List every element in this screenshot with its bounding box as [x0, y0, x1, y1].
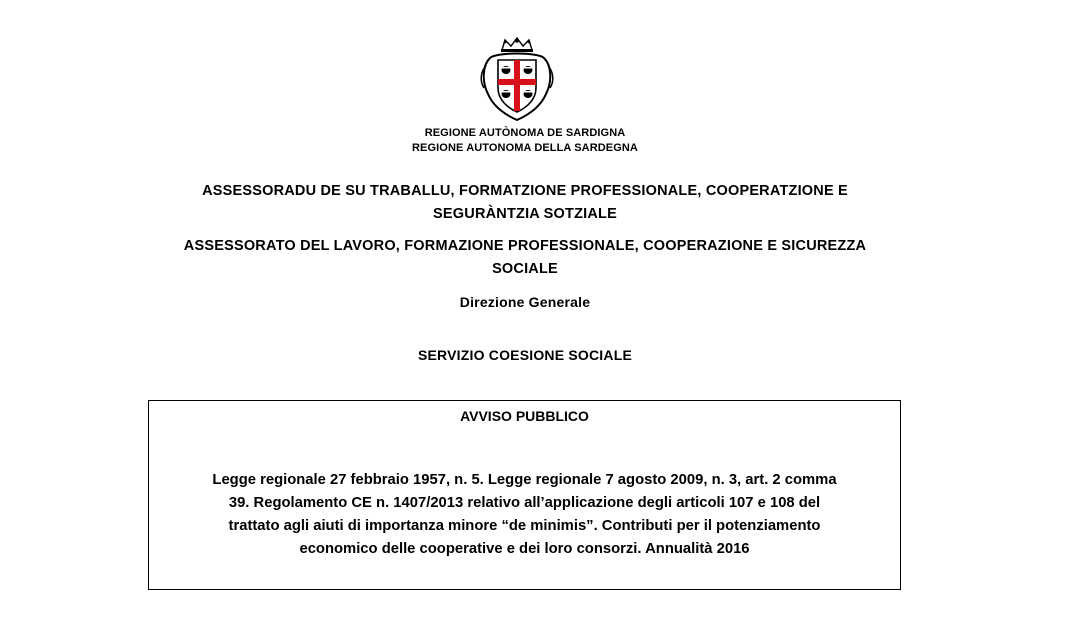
- notice-body-line: 39. Regolamento CE n. 1407/2013 relativo all’applicazione degli articoli 107 e 108 del: [228, 495, 821, 511]
- directorate: Direzione Generale: [459, 294, 591, 310]
- service-name: SERVIZIO COESIONE SOCIALE: [417, 347, 632, 363]
- department-sardinian-line-2: SEGURÀNTZIA SOTZIALE: [433, 206, 617, 222]
- department-sardinian-line-1: ASSESSORADU DE SU TRABALLU, FORMATZIONE PROFESSIONALE, COOPERATZIONE E: [202, 183, 848, 199]
- notice-body-line: economico delle cooperative e dei loro consorzi. Annualità 2016: [299, 541, 750, 557]
- coat-of-arms-icon: [478, 36, 556, 122]
- notice-body-line: trattato agli aiuti di importanza minore “de minimis”. Contributi per il potenziamento: [228, 518, 821, 534]
- notice-body-line: Legge regionale 27 febbraio 1957, n. 5. Legge regionale 7 agosto 2009, n. 3, art. 2 comma: [212, 472, 837, 488]
- notice-title: AVVISO PUBBLICO: [460, 408, 589, 424]
- notice-box: [148, 400, 901, 590]
- notice-body: [163, 469, 886, 561]
- region-name-italian: REGIONE AUTONOMA DELLA SARDEGNA: [412, 142, 638, 154]
- region-name-sardinian: REGIONE AUTÒNOMA DE SARDIGNA: [424, 127, 626, 139]
- department-italian-line-1: ASSESSORATO DEL LAVORO, FORMAZIONE PROFESSIONALE, COOPERAZIONE E SICUREZZA: [183, 238, 867, 254]
- department-italian-line-2: SOCIALE: [492, 261, 558, 277]
